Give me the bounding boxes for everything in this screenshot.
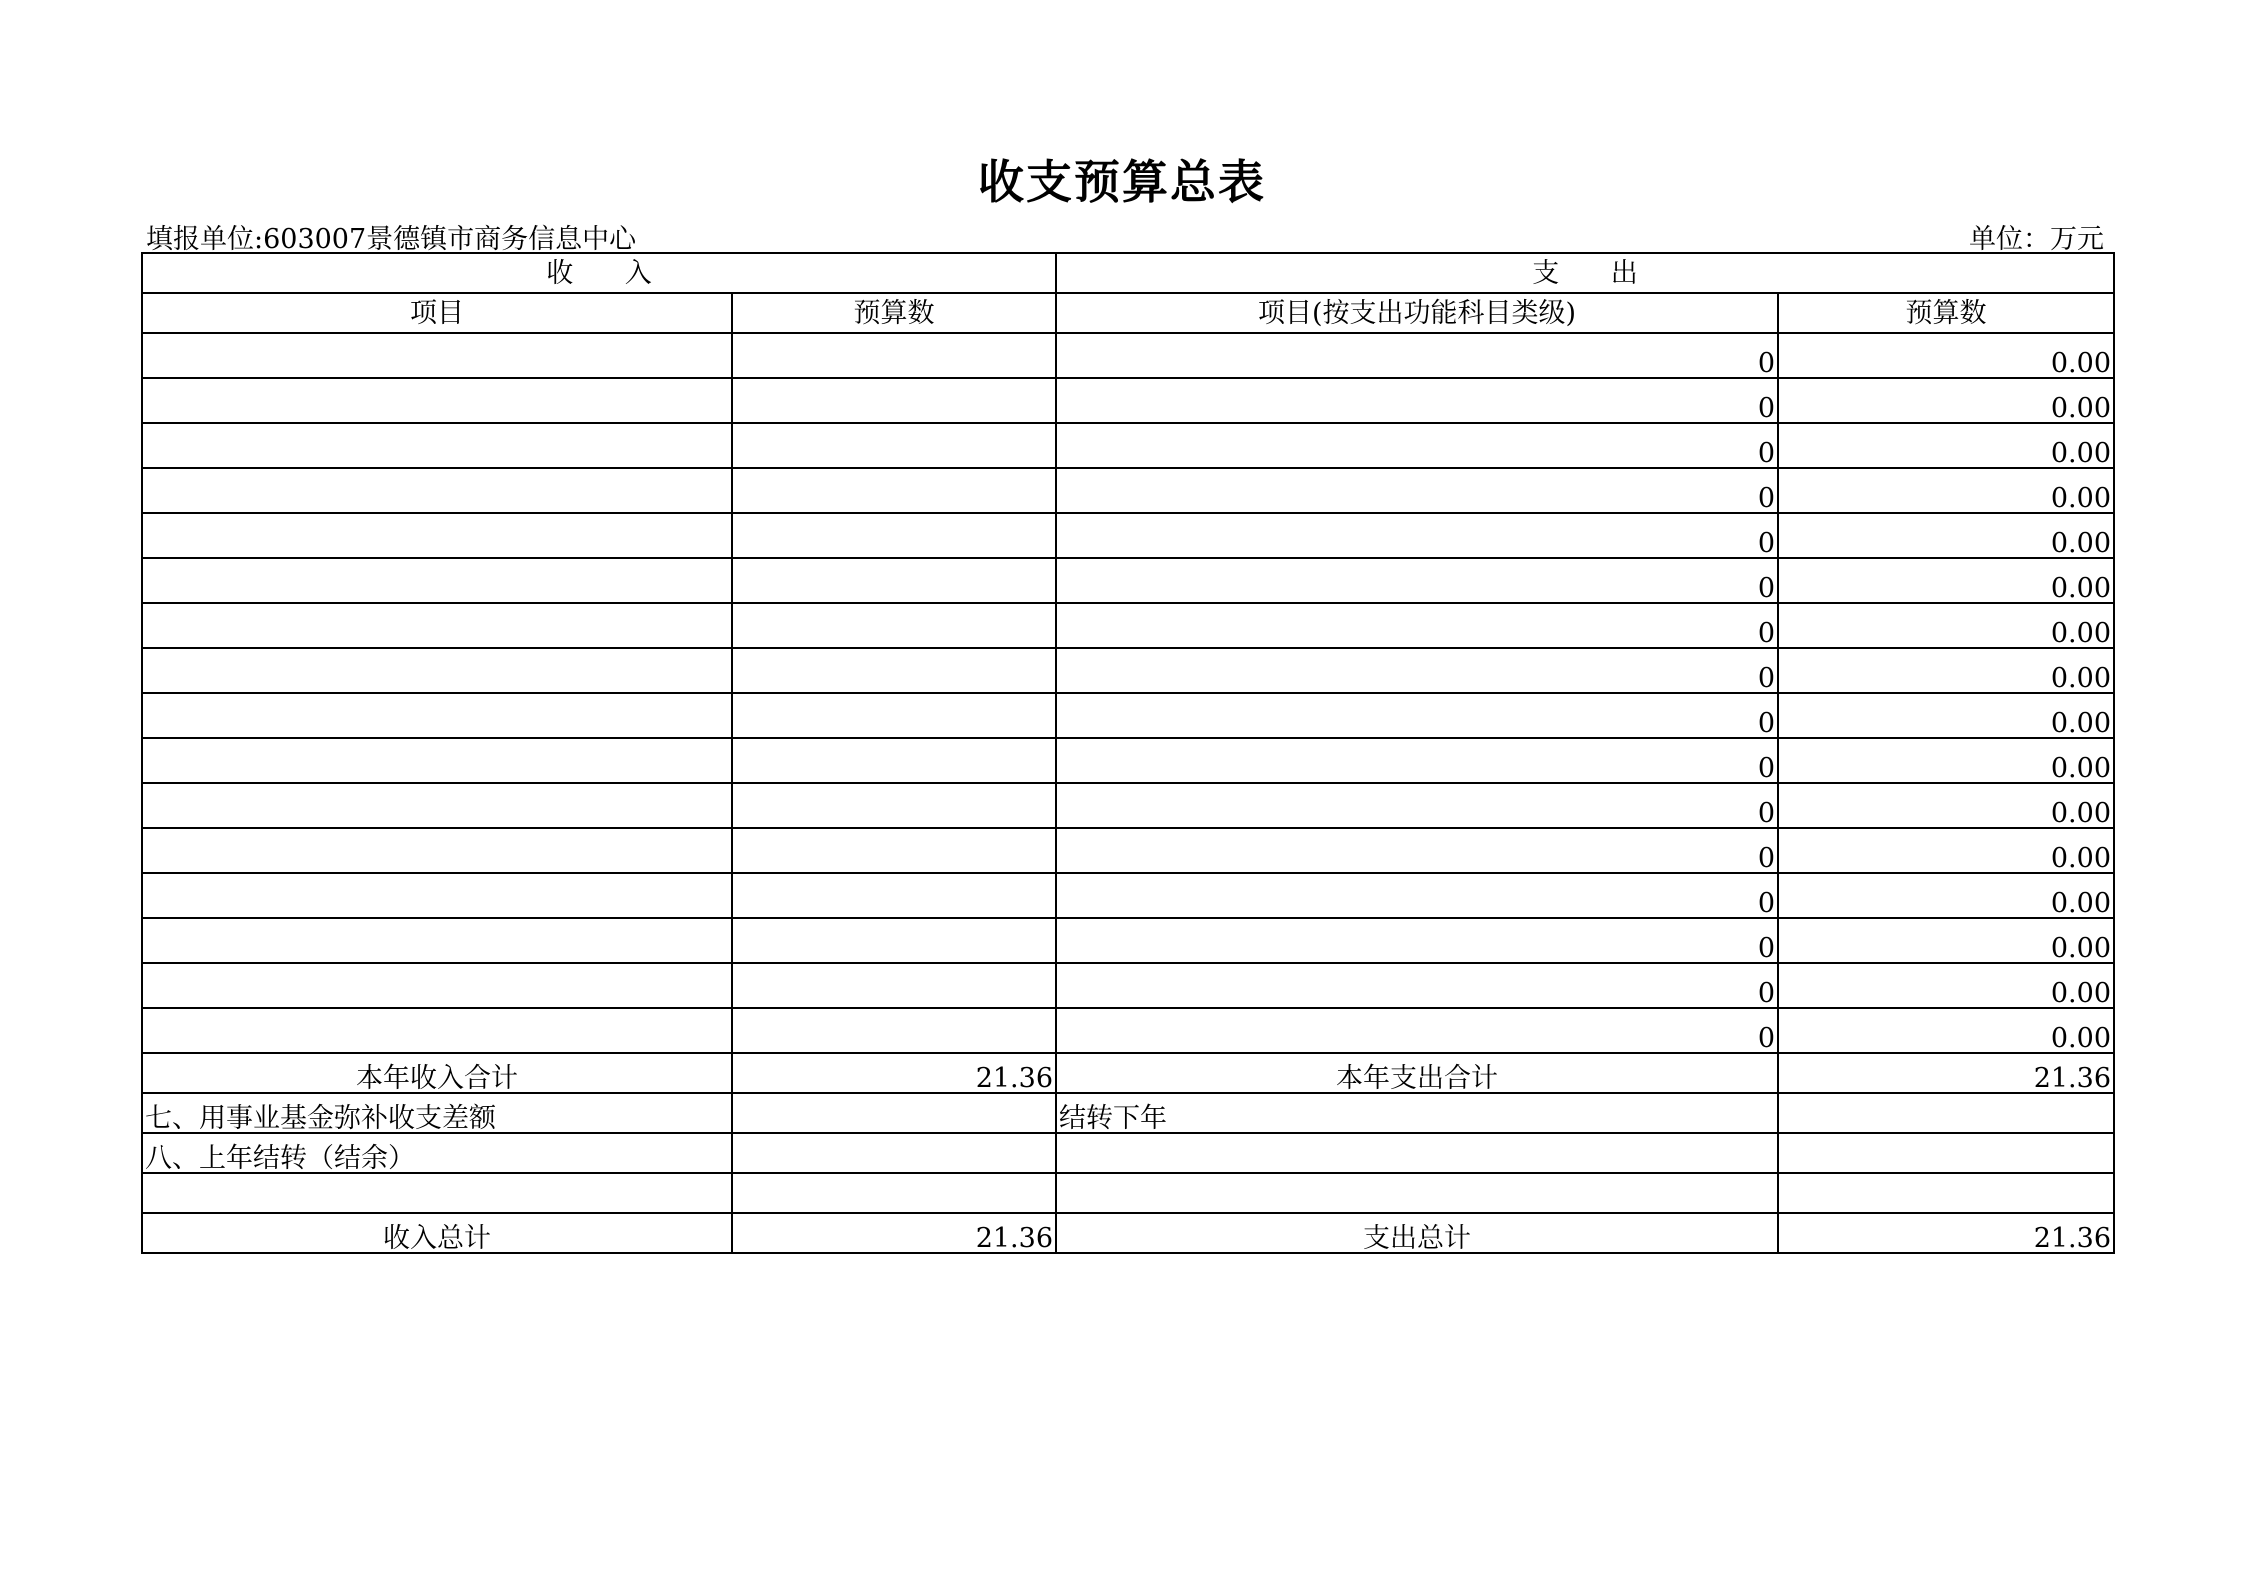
income-amount-cell [732,1008,1056,1053]
income-item-cell [142,1173,732,1213]
expense-item-cell: 结转下年 [1056,1093,1778,1133]
income-item-cell [142,783,732,828]
expense-item-cell: 0 [1056,378,1778,423]
income-item-cell [142,1008,732,1053]
table-row [142,513,2114,558]
income-item-cell [142,423,732,468]
income-amount-cell [732,738,1056,783]
income-item-cell [142,963,732,1008]
table-row [142,1173,2114,1213]
budget-summary-table [141,252,2115,1254]
income-amount-cell [732,558,1056,603]
section-header-row [142,253,2114,293]
table-body [142,253,2114,1253]
table-row [142,783,2114,828]
table-row [142,648,2114,693]
table-row [142,1008,2114,1053]
income-item-cell [142,873,732,918]
table-row [142,558,2114,603]
expense-item-cell: 0 [1056,468,1778,513]
expense-amount-cell: 0.00 [1778,468,2114,513]
income-amount-cell [732,873,1056,918]
table-row [142,873,2114,918]
expense-amount-cell: 0.00 [1778,558,2114,603]
income-item-cell [142,693,732,738]
expense-amount-cell: 0.00 [1778,1008,2114,1053]
table-row [142,693,2114,738]
income-year-total-label: 本年收入合计 [142,1053,732,1093]
expense-item-cell: 0 [1056,603,1778,648]
expense-amount-cell [1778,1093,2114,1133]
table-row [142,738,2114,783]
expense-item-cell: 0 [1056,648,1778,693]
table-row [142,828,2114,873]
expense-amount-cell: 0.00 [1778,918,2114,963]
expense-item-cell: 0 [1056,513,1778,558]
income-budget-header: 预算数 [732,293,1056,333]
table-row [142,468,2114,513]
table-row [142,1093,2114,1133]
income-item-cell [142,738,732,783]
income-item-cell: 八、上年结转（结余） [142,1133,732,1173]
expense-item-cell: 0 [1056,783,1778,828]
income-year-total-amount: 21.36 [732,1053,1056,1093]
income-item-cell [142,558,732,603]
income-grand-total-amount: 21.36 [732,1213,1056,1253]
expense-amount-cell: 0.00 [1778,783,2114,828]
income-amount-cell [732,828,1056,873]
expense-grand-total-amount: 21.36 [1778,1213,2114,1253]
expense-item-cell [1056,1173,1778,1213]
income-amount-cell [732,423,1056,468]
income-item-cell [142,513,732,558]
table-row [142,423,2114,468]
table-row [142,378,2114,423]
income-amount-cell [732,1173,1056,1213]
expense-amount-cell: 0.00 [1778,738,2114,783]
expense-year-total-label: 本年支出合计 [1056,1053,1778,1093]
expense-amount-cell: 0.00 [1778,648,2114,693]
income-amount-cell [732,603,1056,648]
table-row [142,333,2114,378]
income-item-cell [142,648,732,693]
table-row [142,603,2114,648]
expense-amount-cell [1778,1173,2114,1213]
expense-item-cell: 0 [1056,558,1778,603]
expense-amount-cell: 0.00 [1778,378,2114,423]
income-amount-cell [732,693,1056,738]
grand-total-row [142,1213,2114,1253]
income-item-cell [142,378,732,423]
income-item-cell [142,918,732,963]
income-amount-cell [732,1093,1056,1133]
expense-item-cell: 0 [1056,1008,1778,1053]
income-item-cell [142,468,732,513]
income-item-header: 项目 [142,293,732,333]
income-item-cell: 七、用事业基金弥补收支差额 [142,1093,732,1133]
income-amount-cell [732,963,1056,1008]
income-item-cell [142,603,732,648]
expense-amount-cell: 0.00 [1778,423,2114,468]
income-amount-cell [732,783,1056,828]
income-item-cell [142,333,732,378]
expense-item-cell [1056,1133,1778,1173]
expense-item-cell: 0 [1056,873,1778,918]
table-row [142,963,2114,1008]
expense-budget-header: 预算数 [1778,293,2114,333]
expense-item-cell: 0 [1056,423,1778,468]
expense-amount-cell: 0.00 [1778,513,2114,558]
expense-item-cell: 0 [1056,693,1778,738]
income-amount-cell [732,378,1056,423]
expense-item-cell: 0 [1056,918,1778,963]
expense-item-cell: 0 [1056,963,1778,1008]
expense-item-cell: 0 [1056,828,1778,873]
filing-unit: 填报单位:603007景德镇市商务信息中心 [146,224,637,255]
income-grand-total-label: 收入总计 [142,1213,732,1253]
expense-item-cell: 0 [1056,738,1778,783]
expense-grand-total-label: 支出总计 [1056,1213,1778,1253]
expense-year-total-amount: 21.36 [1778,1053,2114,1093]
column-header-row [142,293,2114,333]
income-section-header: 收 入 [142,253,1056,293]
expense-amount-cell [1778,1133,2114,1173]
income-amount-cell [732,513,1056,558]
expense-item-header: 项目(按支出功能科目类级) [1056,293,1778,333]
page-title: 收支预算总表 [978,155,1266,209]
income-amount-cell [732,333,1056,378]
expense-amount-cell: 0.00 [1778,693,2114,738]
income-amount-cell [732,648,1056,693]
expense-item-cell: 0 [1056,333,1778,378]
income-item-cell [142,828,732,873]
year-total-row [142,1053,2114,1093]
expense-amount-cell: 0.00 [1778,828,2114,873]
currency-unit: 单位：万元 [1969,224,2104,255]
expense-amount-cell: 0.00 [1778,963,2114,1008]
expense-amount-cell: 0.00 [1778,333,2114,378]
table-row [142,1133,2114,1173]
expense-section-header: 支 出 [1056,253,2114,293]
expense-amount-cell: 0.00 [1778,603,2114,648]
expense-amount-cell: 0.00 [1778,873,2114,918]
income-amount-cell [732,468,1056,513]
table-row [142,918,2114,963]
income-amount-cell [732,918,1056,963]
income-amount-cell [732,1133,1056,1173]
